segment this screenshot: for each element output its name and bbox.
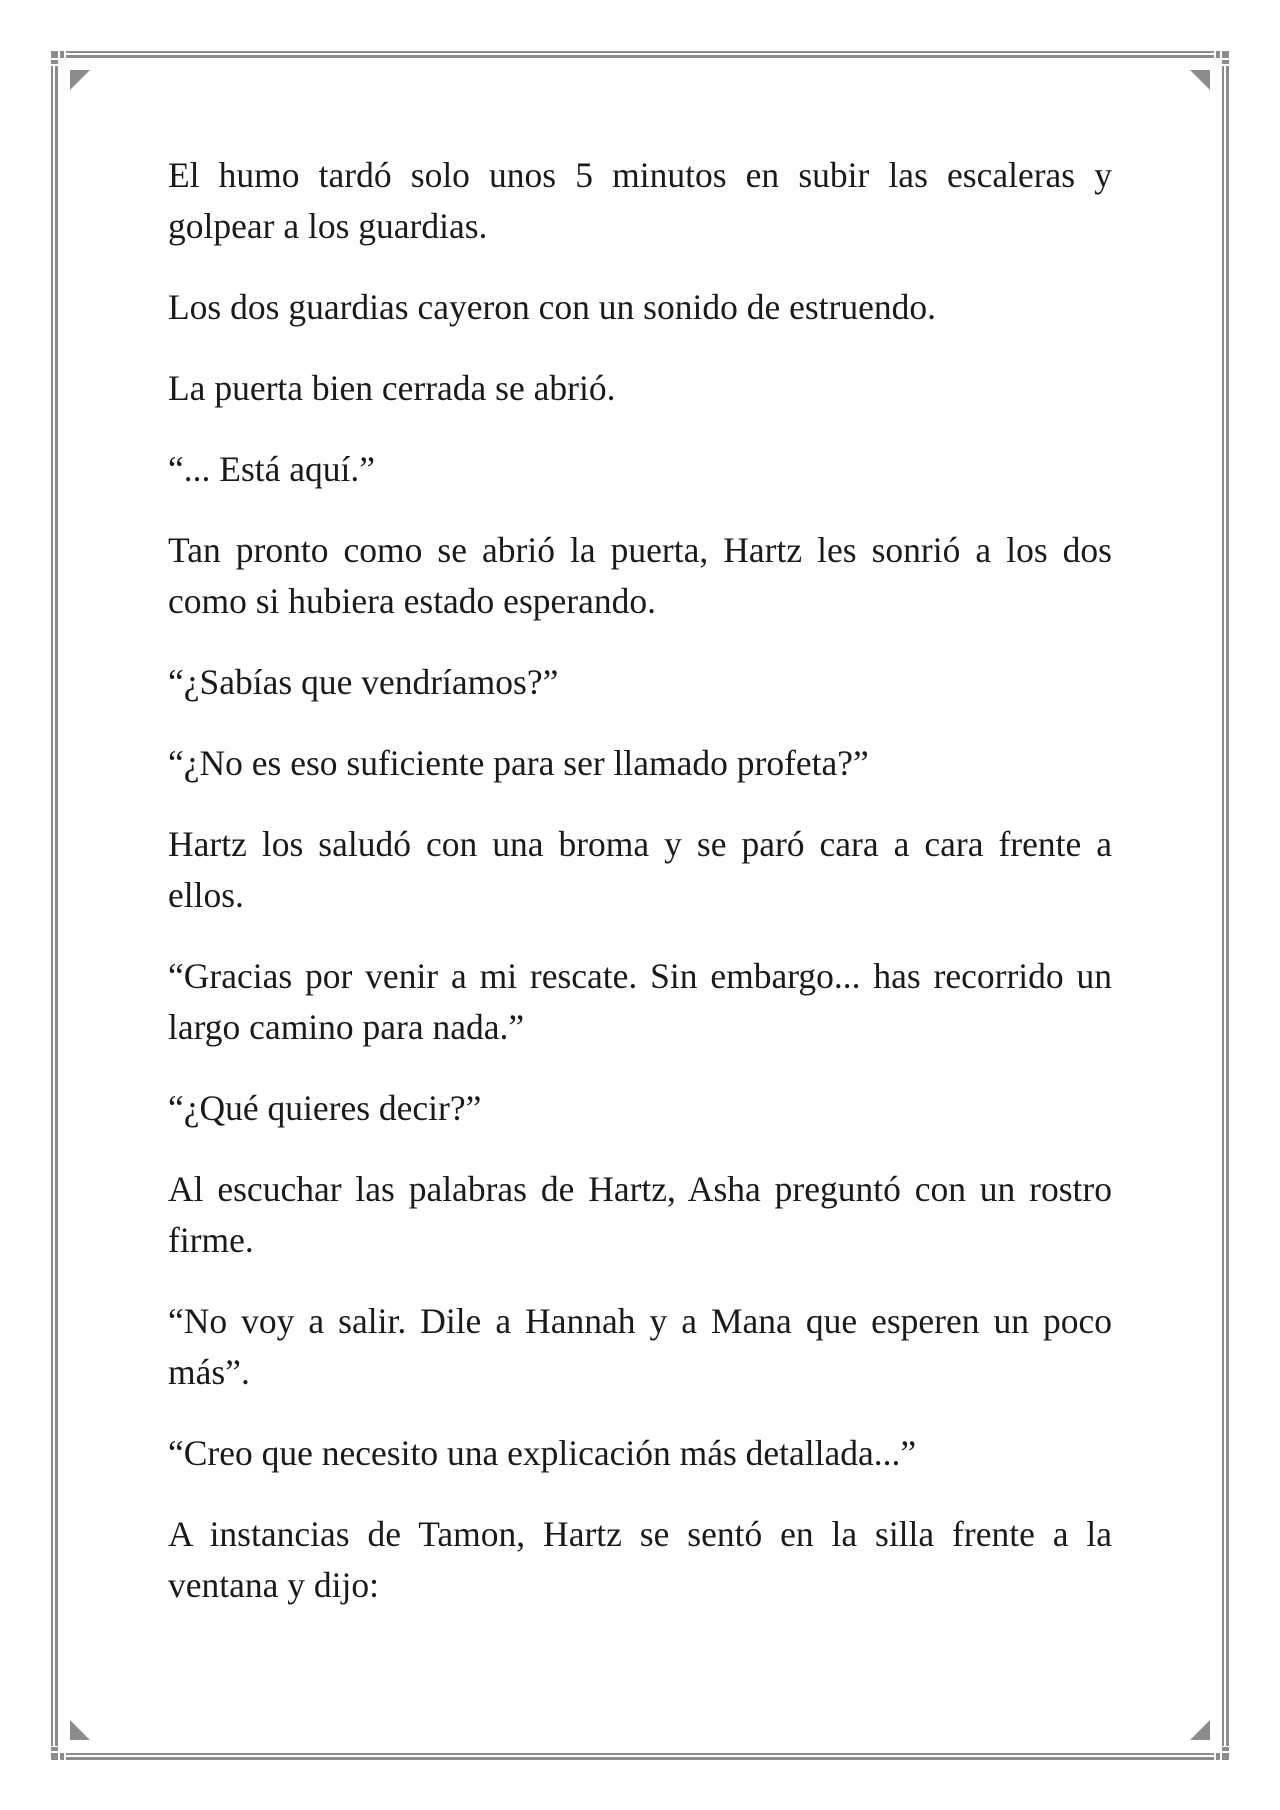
paragraph: “No voy a salir. Dile a Hannah y a Mana que esperen un poco más”. <box>168 1301 1112 1392</box>
paragraph: Los dos guardias cayeron con un sonido de estruendo. <box>168 287 936 327</box>
paragraph: Hartz los saludó con una broma y se paró cara a cara frente a ellos. <box>168 824 1112 915</box>
paragraph: A instancias de Tamon, Hartz se sentó en la silla frente a la ventana y dijo: <box>168 1514 1112 1605</box>
border-left <box>51 66 58 1746</box>
paragraph: Al escuchar las palabras de Hartz, Asha preguntó con un rostro firme. <box>168 1169 1112 1260</box>
paragraph: El humo tardó solo unos 5 minutos en subir las escaleras y golpear a los guardias. <box>168 155 1112 246</box>
paragraph: “¿Sabías que vendríamos?” <box>168 662 559 702</box>
border-top <box>66 51 1214 58</box>
paragraph: “Creo que necesito una explicación más detallada...” <box>168 1433 917 1473</box>
border-right <box>1222 66 1229 1746</box>
paragraph: “¿No es eso suficiente para ser llamado profeta?” <box>168 743 869 783</box>
document-body <box>168 150 1112 1641</box>
paragraph: Tan pronto como se abrió la puerta, Hartz les sonrió a los dos como si hubiera estado esperando. <box>168 530 1112 621</box>
paragraph: “Gracias por venir a mi rescate. Sin embargo... has recorrido un largo camino para nada.” <box>168 956 1112 1047</box>
border-bottom <box>66 1753 1214 1760</box>
paragraph: “¿Qué quieres decir?” <box>168 1088 482 1128</box>
paragraph: “... Está aquí.” <box>168 449 376 489</box>
paragraph: La puerta bien cerrada se abrió. <box>168 368 616 408</box>
